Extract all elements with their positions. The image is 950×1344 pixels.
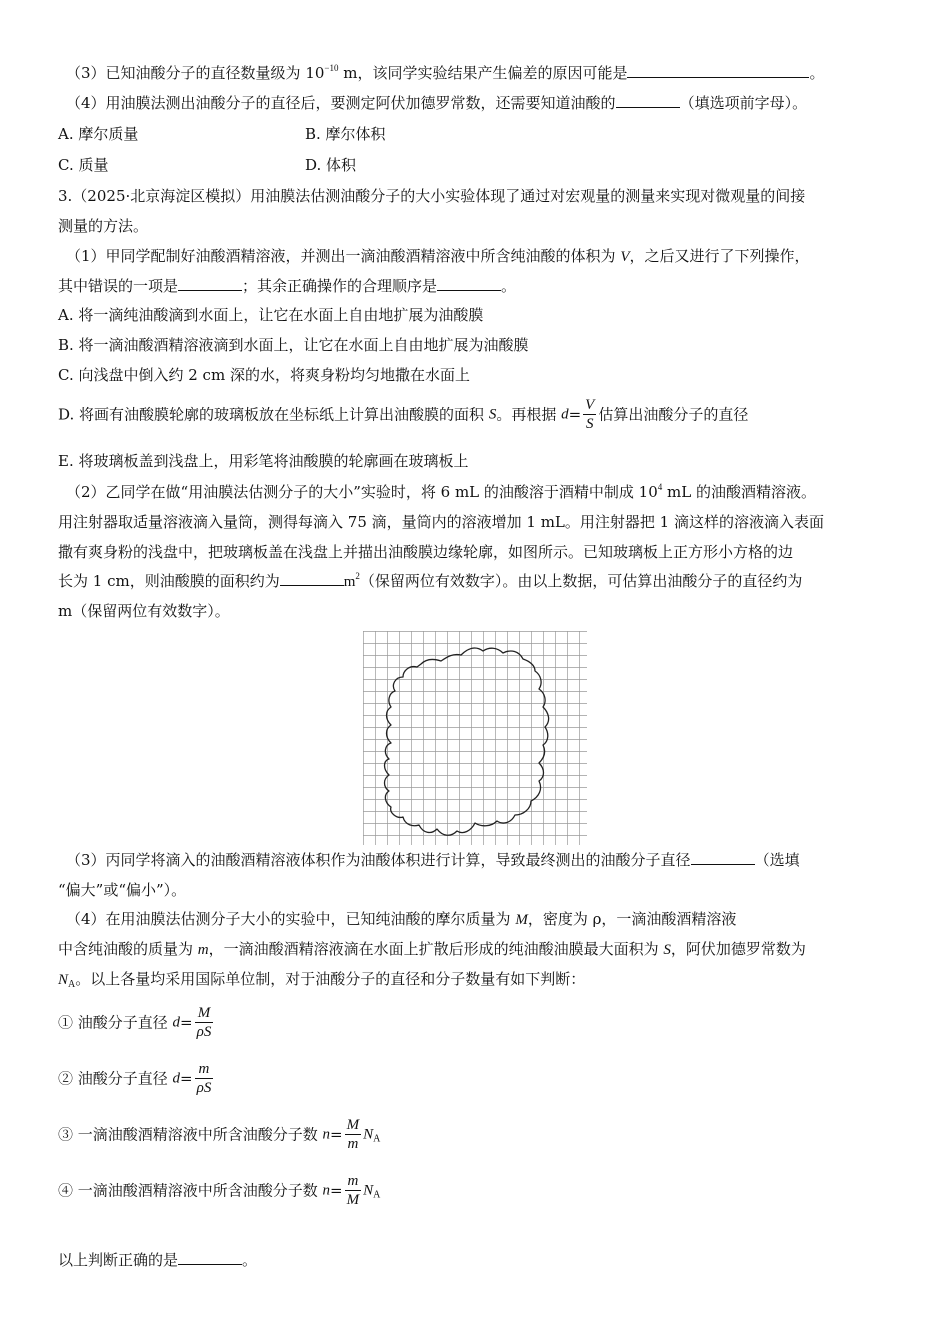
part4-text-c: 中含纯油酸的质量为 [58, 940, 198, 958]
unit-m: m [343, 574, 356, 590]
q4-prev-tail: （填选项前字母）。 [679, 94, 808, 112]
problem3-intro-line1 [58, 186, 805, 206]
option-c: C. 质量 [58, 156, 109, 174]
part2-text-g: m（保留两位有效数字）。 [58, 602, 230, 620]
judgment-2-fraction [195, 1060, 214, 1097]
q4-prev-options-row1 [58, 124, 138, 144]
part4-text-d: ，一滴油酸酒精溶液滴在水面上扩散后形成的纯油酸油膜最大面积为 [208, 940, 664, 958]
judgment-2-text: ② 油酸分子直径 [58, 1069, 173, 1088]
var-S: S [488, 406, 497, 423]
option-d: D. 体积 [305, 156, 357, 174]
answer-blank[interactable] [627, 63, 809, 78]
judgment-3 [58, 1116, 380, 1153]
fraction-denominator: S [586, 416, 594, 432]
judgment-4-var: n [322, 1182, 331, 1199]
step-e: E. 将玻璃板盖到浅盘上，用彩笔将油酸膜的轮廓画在玻璃板上 [58, 452, 469, 470]
part4-line1 [66, 909, 736, 930]
part4-text-b: ，密度为 ρ，一滴油酸酒精溶液 [527, 910, 737, 928]
judgment-1 [58, 1004, 215, 1041]
part4-text-f: 。以上各量均采用国际单位制，对于油酸分子的直径和分子数量有如下判断： [75, 970, 586, 988]
step-d-text-b: 。再根据 [496, 405, 562, 424]
var-S-2: S [663, 942, 671, 958]
answer-blank[interactable] [616, 93, 680, 108]
judgment-4-text: ④ 一滴油酸酒精溶液中所含油酸分子数 [58, 1181, 323, 1200]
part3-line2 [58, 880, 186, 900]
fraction-numerator: M [346, 1117, 360, 1133]
part2-line2 [58, 512, 824, 532]
fraction-denominator: m [347, 1136, 359, 1152]
option-b: B. 摩尔体积 [305, 125, 386, 143]
equals-sign: = [330, 1181, 343, 1200]
part3-text-c: “偏大”或“偏小”）。 [58, 881, 187, 899]
grid-lines [363, 631, 587, 845]
part2-line1 [66, 482, 816, 502]
judgment-3-text: ③ 一滴油酸酒精溶液中所含油酸分子数 [58, 1125, 323, 1144]
part1-text-c: 其中错误的一项是 [58, 277, 179, 295]
fraction-numerator: M [195, 1004, 214, 1023]
var-N: N [363, 1182, 374, 1199]
equals-sign: = [568, 405, 582, 424]
q3-prev-end: 。 [809, 64, 825, 82]
answer-blank[interactable] [280, 571, 344, 586]
answer-blank[interactable] [691, 850, 755, 865]
equals-sign: = [330, 1125, 343, 1144]
problem3-intro-line2 [58, 216, 148, 236]
step-d-text-c: 估算出油酸分子的直径 [598, 405, 749, 424]
part2-exponent: 4 [657, 482, 663, 492]
answer-blank[interactable] [178, 1250, 242, 1265]
var-V: V [620, 249, 630, 265]
part4-text-e: ，阿伏加德罗常数为 [670, 940, 806, 958]
q3-prev-line [66, 63, 825, 83]
option-b-line [58, 335, 529, 355]
part1-text-b: ，之后又进行了下列操作， [629, 247, 810, 265]
option-a: A. 摩尔质量 [58, 125, 139, 143]
judgment-3-var: n [322, 1126, 331, 1143]
fraction-numerator: V [585, 397, 595, 413]
part1-text-e: 。 [501, 277, 517, 295]
fraction-v-over-s [583, 396, 596, 433]
final-text-b: 。 [242, 1251, 258, 1269]
step-d-text-a: D. 将画有油酸膜轮廓的玻璃板放在坐标纸上计算出油酸膜的面积 [58, 405, 489, 424]
part4-line2 [58, 939, 806, 960]
part3-text-a: （3）丙同学将滴入的油酸酒精溶液体积作为油酸体积进行计算，导致最终测出的油酸分子直径 [66, 851, 691, 869]
fraction-denominator: ρS [196, 1080, 212, 1096]
judgment-3-fraction [345, 1116, 362, 1153]
part4-text-a: （4）在用油膜法估测分子大小的实验中，已知纯油酸的摩尔质量为 [66, 910, 516, 928]
part2-line3 [58, 542, 793, 562]
q3-prev-exponent: −10 [324, 63, 339, 73]
var-N: N [363, 1126, 374, 1143]
q3-prev-text-a: （3）已知油酸分子的直径数量级为 10 [66, 64, 325, 82]
equals-sign: = [180, 1069, 193, 1088]
part2-line4 [58, 571, 802, 592]
equals-sign: = [180, 1013, 193, 1032]
var-d: d [561, 406, 569, 423]
step-c: C. 向浅盘中倒入约 2 cm 深的水，将爽身粉均匀地撒在水面上 [58, 366, 470, 384]
var-N-subscript: A [373, 1189, 381, 1201]
var-m: m [197, 942, 209, 958]
q4-prev-line [66, 93, 807, 113]
q4-prev-options-row2b [305, 155, 356, 175]
part1-text-d: ；其余正确操作的合理顺序是 [242, 277, 438, 295]
part4-line3 [58, 969, 585, 990]
oil-film-grid-figure [363, 631, 587, 845]
problem3-intro-text: 3.（2025·北京海淀区模拟）用油膜法估测油酸分子的大小实验体现了通过对宏观量的测量来实现对微观量的间接 [58, 187, 806, 205]
part1-line2 [58, 276, 516, 296]
final-line [58, 1250, 257, 1270]
part2-text-f: （保留两位有效数字）。由以上数据，可估算出油酸分子的直径约为 [359, 572, 803, 590]
judgment-4-fraction [345, 1172, 362, 1209]
part2-text-e: 长为 1 cm，则油酸膜的面积约为 [58, 572, 280, 590]
q4-prev-options-row1b [305, 124, 386, 144]
final-text-a: 以上判断正确的是 [58, 1251, 179, 1269]
q4-prev-text: （4）用油膜法测出油酸分子的直径后，要测定阿伏加德罗常数，还需要知道油酸的 [66, 94, 616, 112]
step-a: A. 将一滴纯油酸滴到水面上，让它在水面上自由地扩展为油酸膜 [58, 306, 484, 324]
judgment-4 [58, 1172, 380, 1209]
part2-text-d: 撒有爽身粉的浅盘中，把玻璃板盖在浅盘上并描出油酸膜边缘轮廓，如图所示。已知玻璃板上正方形小方格的边 [58, 543, 794, 561]
q3-prev-text-b: m，该同学实验结果产生偏差的原因可能是 [338, 64, 628, 82]
part1-line1 [66, 246, 810, 267]
judgment-2 [58, 1060, 215, 1097]
part2-text-b: mL 的油酸酒精溶液。 [662, 483, 817, 501]
part2-text-a: （2）乙同学在做“用油膜法估测分子的大小”实验时，将 6 mL 的油酸溶于酒精中制成 10 [66, 483, 658, 501]
answer-blank[interactable] [178, 276, 242, 291]
part1-text-a: （1）甲同学配制好油酸酒精溶液，并测出一滴油酸酒精溶液中所含纯油酸的体积为 [66, 247, 621, 265]
fraction-denominator: M [346, 1192, 360, 1208]
problem3-intro-text-2: 测量的方法。 [58, 217, 149, 235]
option-a-line [58, 305, 483, 325]
part3-line1 [66, 850, 800, 870]
step-b: B. 将一滴油酸酒精溶液滴到水面上，让它在水面上自由地扩展为油酸膜 [58, 336, 529, 354]
var-N-subscript: A [68, 979, 76, 990]
part2-line5 [58, 601, 230, 621]
unit-exponent: 2 [355, 571, 360, 581]
judgment-1-text: ① 油酸分子直径 [58, 1013, 173, 1032]
fraction-numerator: m [195, 1060, 214, 1079]
answer-blank[interactable] [437, 276, 501, 291]
q4-prev-options-row2 [58, 155, 108, 175]
var-N: N [58, 972, 69, 988]
judgment-2-var: d [172, 1070, 181, 1087]
part2-text-c: 用注射器取适量溶液滴入量筒，测得每滴入 75 滴，量筒内的溶液增加 1 mL。用注射器把 1 滴这样的溶液滴入表面 [58, 513, 824, 531]
var-N-subscript: A [373, 1133, 381, 1145]
judgment-1-fraction [195, 1004, 214, 1041]
option-c-line [58, 365, 470, 385]
option-e-line [58, 451, 469, 471]
fraction-denominator: ρS [196, 1024, 212, 1040]
fraction-numerator: m [345, 1172, 362, 1191]
oil-film-outline [385, 648, 549, 835]
var-M: M [515, 912, 528, 928]
part3-text-b: （选填 [754, 851, 800, 869]
option-d-line [58, 396, 748, 433]
judgment-1-var: d [172, 1014, 181, 1031]
